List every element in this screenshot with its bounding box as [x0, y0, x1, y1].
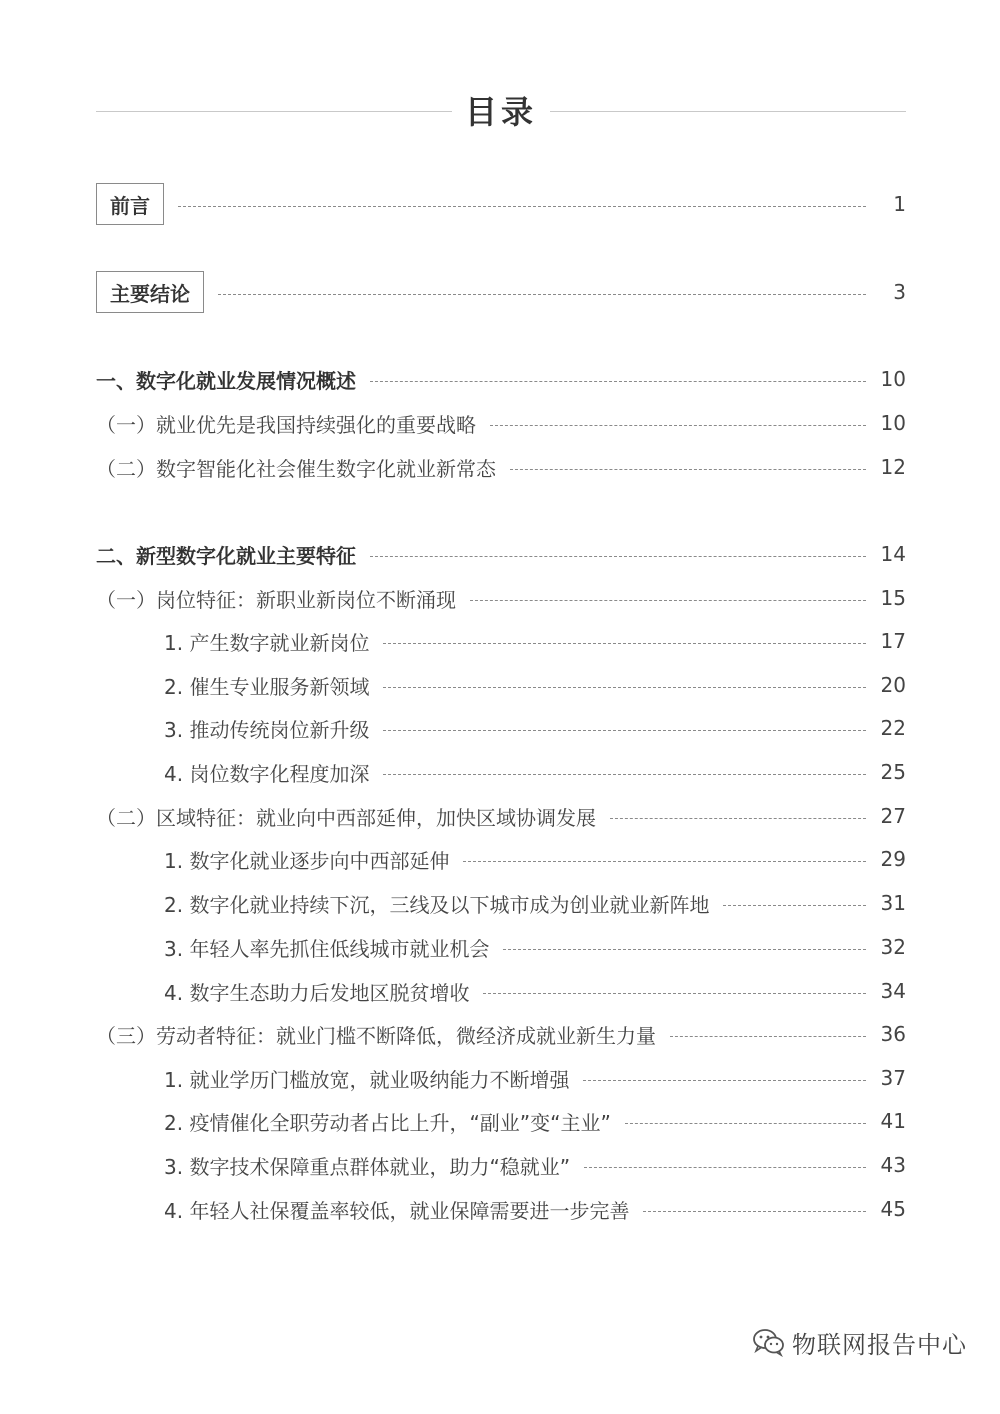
toc-entry-label: 1. 就业学历门槛放宽，就业吸纳能力不断增强: [164, 1067, 570, 1092]
toc-entry-box: [96, 183, 164, 225]
leader-dots: [370, 381, 866, 382]
toc-entry-2-2-2[interactable]: [164, 887, 906, 919]
toc-entry-2-3-3[interactable]: [164, 1149, 906, 1181]
toc-entry-label: 前言: [110, 193, 150, 218]
leader-dots: [584, 1167, 866, 1168]
toc-entry-section-1[interactable]: [96, 363, 906, 395]
toc-page-number: 34: [880, 979, 906, 1003]
toc-entry-label: （二）数字智能化社会催生数字化就业新常态: [96, 456, 496, 481]
leader-dots: [483, 993, 866, 994]
toc-page-number: 10: [880, 411, 906, 435]
toc-entry-2-2-1[interactable]: [164, 843, 906, 875]
toc-page-number: 10: [880, 367, 906, 391]
toc-page-number: 27: [880, 804, 906, 828]
toc-entry-2-3-4[interactable]: [164, 1193, 906, 1225]
title-divider-right: [550, 111, 906, 112]
toc-entry-label: 1. 数字化就业逐步向中西部延伸: [164, 848, 450, 873]
leader-dots: [218, 294, 866, 295]
toc-entry-label: 3. 数字技术保障重点群体就业，助力“稳就业”: [164, 1154, 571, 1179]
wechat-icon: [752, 1327, 786, 1357]
toc-entry-2-3-2[interactable]: [164, 1105, 906, 1137]
toc-entry-2-2[interactable]: [96, 800, 906, 832]
toc-entry-conclusions[interactable]: [96, 276, 906, 308]
leader-dots: [625, 1123, 866, 1124]
watermark-text: 物联网报告中心: [792, 1330, 967, 1359]
toc-page-number: 29: [880, 847, 906, 871]
toc-entry-2-1-3[interactable]: [164, 712, 906, 744]
toc-page-number: 31: [880, 891, 906, 915]
toc-page-number: 37: [880, 1066, 906, 1090]
toc-entry-label: 3. 推动传统岗位新升级: [164, 717, 370, 742]
toc-page-number: 32: [880, 935, 906, 959]
leader-dots: [583, 1080, 866, 1081]
toc-page-number: 36: [880, 1022, 906, 1046]
watermark: [752, 1322, 967, 1362]
toc-page-number: 3: [893, 280, 906, 304]
leader-dots: [463, 861, 866, 862]
page-title: 目录: [464, 93, 537, 131]
toc-entry-2-1-1[interactable]: [164, 625, 906, 657]
toc-entry-2-2-4[interactable]: [164, 975, 906, 1007]
toc-entry-label: 4. 岗位数字化程度加深: [164, 761, 370, 786]
toc-entry-2-1[interactable]: [96, 582, 906, 614]
toc-entry-label: 2. 催生专业服务新领域: [164, 674, 370, 699]
toc-page-number: 43: [880, 1153, 906, 1177]
toc-entry-label: 3. 年轻人率先抓住低线城市就业机会: [164, 936, 490, 961]
toc-page-number: 22: [880, 716, 906, 740]
leader-dots: [383, 643, 866, 644]
toc-page-number: 15: [880, 586, 906, 610]
toc-page-number: 20: [880, 673, 906, 697]
toc-entry-1-2[interactable]: [96, 451, 906, 483]
toc-page-number: 12: [880, 455, 906, 479]
toc-entry-label: （三）劳动者特征：就业门槛不断降低，微经济成就业新生力量: [96, 1023, 656, 1048]
toc-entry-label: 二、新型数字化就业主要特征: [96, 543, 356, 568]
toc-page-number: 1: [893, 192, 906, 216]
toc-entry-box: [96, 271, 204, 313]
toc-entry-label: 4. 年轻人社保覆盖率较低，就业保障需要进一步完善: [164, 1198, 630, 1223]
toc-entry-label: 2. 疫情催化全职劳动者占比上升，“副业”变“主业”: [164, 1110, 611, 1135]
toc-entry-label: 4. 数字生态助力后发地区脱贫增收: [164, 980, 470, 1005]
toc-header: [96, 86, 906, 138]
leader-dots: [383, 774, 866, 775]
toc-entry-1-1[interactable]: [96, 407, 906, 439]
toc-entry-label: （一）就业优先是我国持续强化的重要战略: [96, 412, 476, 437]
toc-page-number: 41: [880, 1109, 906, 1133]
toc-entry-2-1-4[interactable]: [164, 756, 906, 788]
toc-entry-section-2[interactable]: [96, 538, 906, 570]
toc-entry-label: 主要结论: [110, 281, 190, 306]
leader-dots: [643, 1211, 866, 1212]
toc-entry-label: （一）岗位特征：新职业新岗位不断涌现: [96, 587, 456, 612]
toc-entry-2-2-3[interactable]: [164, 931, 906, 963]
toc-page-number: 14: [880, 542, 906, 566]
toc-page-number: 25: [880, 760, 906, 784]
toc-page-number: 17: [880, 629, 906, 653]
leader-dots: [610, 818, 866, 819]
toc-entry-2-1-2[interactable]: [164, 669, 906, 701]
leader-dots: [470, 600, 866, 601]
toc-entry-2-3-1[interactable]: [164, 1062, 906, 1094]
leader-dots: [723, 905, 866, 906]
toc-page-number: 45: [880, 1197, 906, 1221]
toc-entry-label: （二）区域特征：就业向中西部延伸，加快区域协调发展: [96, 805, 596, 830]
leader-dots: [490, 425, 866, 426]
toc-entry-label: 一、数字化就业发展情况概述: [96, 368, 356, 393]
leader-dots: [370, 556, 866, 557]
leader-dots: [510, 469, 866, 470]
leader-dots: [670, 1036, 866, 1037]
leader-dots: [178, 206, 866, 207]
leader-dots: [383, 687, 866, 688]
toc-entry-preface[interactable]: [96, 188, 906, 220]
leader-dots: [383, 730, 866, 731]
leader-dots: [503, 949, 866, 950]
toc-entry-label: 1. 产生数字就业新岗位: [164, 630, 370, 655]
toc-entry-2-3[interactable]: [96, 1018, 906, 1050]
toc-entry-label: 2. 数字化就业持续下沉，三线及以下城市成为创业就业新阵地: [164, 892, 710, 917]
